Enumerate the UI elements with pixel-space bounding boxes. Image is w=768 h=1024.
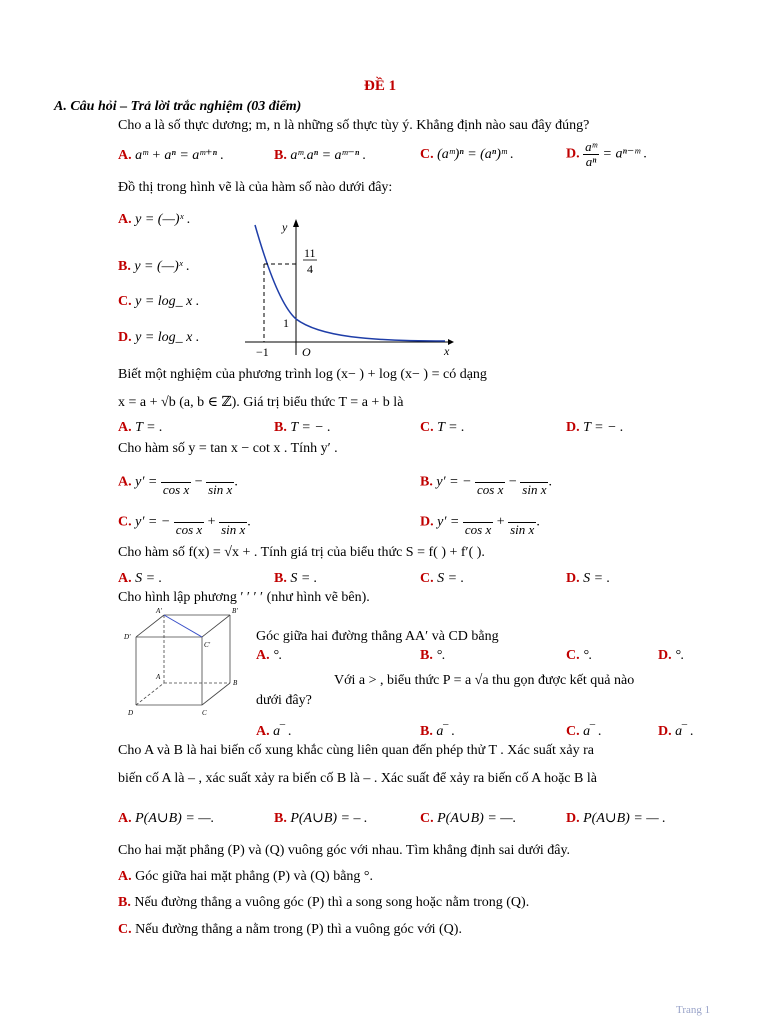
q7-option-a: A. °. xyxy=(256,648,283,663)
q1-option-d: D. $\frac{\text{aᵐ}}{\text{aⁿ}}$ = aⁿ⁻ᵐ . xyxy=(566,139,648,169)
q9-option-a: A. P(A∪B) = —. xyxy=(118,811,215,826)
q7-option-c: C. °. xyxy=(566,648,593,663)
page-title: ĐỀ 1 xyxy=(364,78,397,94)
q10-option-a: A. Góc giữa hai mặt phẳng (P) và (Q) bằng °. xyxy=(118,869,374,884)
q3-option-a: A. T = . xyxy=(118,420,163,435)
q9-stem2: biến cố A là – , xác suất xảy ra biến cố B là – . Xác suất để xảy ra biến cố A hoặc B là xyxy=(118,771,597,786)
q3-stem: Biết một nghiệm của phương trình log (x− ) + log (x− ) = có dạng xyxy=(118,367,487,382)
frac-den: 4 xyxy=(307,262,313,276)
q3-option-d: D. T = − . xyxy=(566,420,624,435)
q2-stem: Đồ thị trong hình vẽ là của hàm số nào dưới đây: xyxy=(118,180,393,195)
x-label: x xyxy=(444,344,450,358)
q8-option-b: B. a‾ . xyxy=(420,724,456,739)
q9-option-d: D. P(A∪B) = — . xyxy=(566,811,666,826)
q8-option-c: C. a‾ . xyxy=(566,724,602,739)
cube-label-a: A xyxy=(156,673,161,681)
q3-option-c: C. T = . xyxy=(420,420,465,435)
y-tick-1: 1 xyxy=(283,316,289,330)
q5-option-c: C. S = . xyxy=(420,571,465,586)
q4-option-d: D. y′ = cos x + sin x . xyxy=(420,514,540,537)
q9-option-c: C. P(A∪B) = —. xyxy=(420,811,517,826)
q5-option-b: B. S = . xyxy=(274,571,318,586)
q3-option-b: B. T = − . xyxy=(274,420,331,435)
y-label: y xyxy=(282,220,288,234)
q2-option-b: B. y = (—)ˣ . xyxy=(118,259,190,274)
y-axis-arrow xyxy=(293,219,299,227)
q4-option-a: A. y′ = cos x − sin x . xyxy=(118,474,238,497)
q5-option-d: D. S = . xyxy=(566,571,611,586)
cube-label-c1: C' xyxy=(204,641,211,649)
q10-option-b: B. Nếu đường thẳng a vuông góc (P) thì a song song hoặc nằm trong (Q). xyxy=(118,895,530,910)
cube-label-b1: B' xyxy=(232,607,238,615)
q1-stem: Cho a là số thực dương; m, n là những số thực tùy ý. Khẳng định nào sau đây đúng? xyxy=(118,118,590,133)
q4-option-b: B. y′ = − cos x − sin x . xyxy=(420,474,552,497)
q9-stem: Cho A và B là hai biến cố xung khắc cùng liên quan đến phép thử T . Xác suất xảy ra xyxy=(118,743,594,758)
q1-option-b: B. aᵐ.aⁿ = aᵐ⁻ⁿ . xyxy=(274,148,367,163)
q1-option-c: C. (aᵐ)ⁿ = (aⁿ)ᵐ . xyxy=(420,147,514,162)
q7-option-b: B. °. xyxy=(420,648,446,663)
q1-option-a: A. aᵐ + aⁿ = aᵐ⁺ⁿ . xyxy=(118,148,224,163)
q8-stem: Với a > , biểu thức P = a √a thu gọn được kết quả nào xyxy=(334,673,635,688)
q2-option-d: D. y = log_ x . xyxy=(118,330,200,345)
x-tick-label: −1 xyxy=(256,345,269,359)
frac-num: 11 xyxy=(304,246,316,260)
exponential-graph xyxy=(240,215,460,363)
q4-stem: Cho hàm số y = tan x − cot x . Tính y′ . xyxy=(118,441,338,456)
q9-option-b: B. P(A∪B) = – . xyxy=(274,811,368,826)
section-heading: A. Câu hỏi – Trả lời trắc nghiệm (03 điểm) xyxy=(54,99,302,114)
origin-label: O xyxy=(302,345,311,359)
cube-label-b: B xyxy=(233,679,238,687)
q3-stem2: x = a + √b (a, b ∈ ℤ). Giá trị biểu thức T = a + b là xyxy=(118,395,404,410)
q8-option-a: A. a‾ . xyxy=(256,724,292,739)
q2-option-a: A. y = (—)ˣ . xyxy=(118,212,191,227)
cube-label-d: D xyxy=(128,709,134,717)
q7-option-d: D. °. xyxy=(658,648,685,663)
q6-stem: Cho hình lập phương ′ ′ ′ ′ (như hình vẽ bên). xyxy=(118,590,370,605)
q10-option-c: C. Nếu đường thẳng a nằm trong (P) thì a vuông góc với (Q). xyxy=(118,922,462,937)
page-number: Trang 1 xyxy=(676,1004,711,1016)
q4-option-c: C. y′ = − cos x + sin x . xyxy=(118,514,251,537)
cube-label-d1: D' xyxy=(124,633,131,641)
q10-stem: Cho hai mặt phẳng (P) và (Q) vuông góc với nhau. Tìm khẳng định sai dưới đây. xyxy=(118,843,571,858)
cube-label-a1: A' xyxy=(156,607,162,615)
cube-figure xyxy=(118,605,248,723)
cube-label-c: C xyxy=(202,709,207,717)
q8-stem2: dưới đây? xyxy=(256,693,312,708)
q7-stem: Góc giữa hai đường thẳng AA′ và CD bằng xyxy=(256,629,499,644)
q2-option-c: C. y = log_ x . xyxy=(118,294,200,309)
q8-option-d: D. a‾ . xyxy=(658,724,694,739)
q5-option-a: A. S = . xyxy=(118,571,163,586)
q5-stem: Cho hàm số f(x) = √x + . Tính giá trị của biểu thức S = f( ) + f′( ). xyxy=(118,545,485,560)
